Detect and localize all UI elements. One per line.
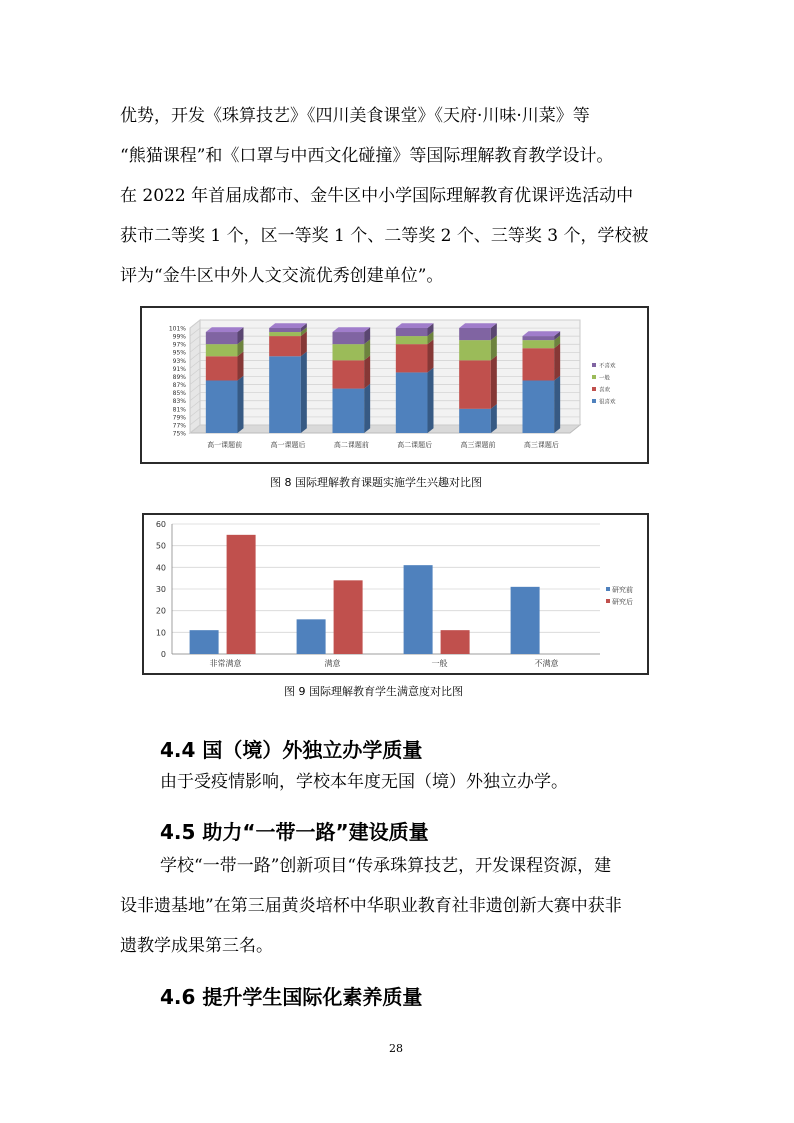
y-tick-label: 87% — [172, 382, 186, 390]
bar-segment — [396, 368, 434, 433]
page-number: 28 — [389, 1042, 403, 1055]
legend-item — [606, 597, 633, 606]
svg-text:研究后: 研究后 — [612, 598, 633, 606]
bar-segment — [523, 331, 561, 340]
section-4-6-heading: 4.6 提升学生国际化素养质量 — [160, 985, 423, 1009]
y-tick-label: 97% — [172, 341, 186, 349]
bar-segment — [269, 351, 307, 433]
paragraph-line: 遗教学成果第三名。 — [120, 936, 273, 956]
x-tick-label: 高一课题后 — [270, 441, 306, 449]
bar — [227, 535, 256, 654]
bar — [511, 587, 540, 654]
bar-segment — [333, 327, 371, 344]
section-4-5-heading: 4.5 助力“一带一路”建设质量 — [160, 820, 429, 844]
bar-segment — [206, 376, 244, 433]
paragraph-line: 由于受疫情影响，学校本年度无国（境）外独立办学。 — [160, 772, 568, 792]
bar-segment — [523, 343, 561, 380]
paragraph-line: 优势，开发《珠算技艺》《四川美食课堂》《天府·川味·川菜》等 — [120, 106, 590, 126]
legend-item — [606, 585, 633, 594]
bar — [190, 630, 219, 654]
y-tick-label: 101% — [168, 325, 186, 333]
y-tick-label: 99% — [172, 333, 186, 341]
figure-9-chart — [142, 513, 649, 675]
paragraph-line: 学校“一带一路”创新项目“传承珠算技艺，开发课程资源，建 — [160, 856, 612, 876]
y-tick-label: 89% — [172, 373, 186, 381]
grouped-bar-chart — [144, 515, 647, 673]
svg-text:不喜欢: 不喜欢 — [599, 363, 616, 370]
x-tick-label: 高三课题前 — [460, 441, 496, 449]
y-tick-label: 40 — [155, 563, 166, 573]
paragraph-line: 获市二等奖 1 个，区一等奖 1 个、二等奖 2 个、三等奖 3 个，学校被 — [120, 226, 649, 246]
y-tick-label: 91% — [172, 365, 186, 373]
paragraph-line: 在 2022 年首届成都市、金牛区中小学国际理解教育优课评选活动中 — [120, 186, 634, 206]
paragraph-line: 评为“金牛区中外人文交流优秀创建单位”。 — [120, 266, 444, 286]
x-tick-label: 高三课题后 — [523, 441, 559, 449]
y-tick-label: 0 — [160, 650, 166, 659]
chart-floor — [190, 425, 580, 433]
figure-8-chart — [140, 306, 649, 464]
y-tick-label: 95% — [172, 349, 186, 357]
y-tick-label: 81% — [172, 406, 186, 414]
figure-9-caption: 图 9 国际理解教育学生满意度对比图 — [284, 685, 463, 698]
y-tick-label: 85% — [172, 390, 186, 398]
legend-item — [592, 398, 616, 406]
bar — [334, 580, 363, 654]
svg-text:一般: 一般 — [599, 375, 611, 382]
legend-item — [592, 386, 611, 394]
y-tick-label: 75% — [172, 430, 186, 438]
bar — [297, 619, 326, 654]
bar — [404, 565, 433, 654]
bar-segment — [523, 376, 561, 433]
x-tick-label: 高一课题前 — [207, 441, 243, 449]
paragraph-line: 设非遗基地”在第三届黄炎培杯中华职业教育社非遗创新大赛中获非 — [120, 896, 622, 916]
svg-text:很喜欢: 很喜欢 — [599, 399, 616, 406]
paragraph-line: “熊猫课程”和《口罩与中西文化碰撞》等国际理解教育教学设计。 — [120, 146, 614, 166]
x-tick-label: 高二课题后 — [397, 441, 433, 449]
y-tick-label: 79% — [172, 414, 186, 422]
y-tick-label: 77% — [172, 422, 186, 430]
bar-segment — [396, 323, 434, 336]
y-tick-label: 83% — [172, 398, 186, 406]
x-tick-label: 非常满意 — [209, 659, 242, 668]
x-tick-label: 高二课题前 — [333, 441, 369, 449]
x-tick-label: 满意 — [324, 659, 341, 668]
bar-segment — [269, 323, 307, 332]
bar-segment — [459, 323, 497, 340]
bar-segment — [333, 384, 371, 433]
bar-segment — [459, 356, 497, 409]
bar-segment — [396, 339, 434, 372]
x-tick-label: 不满意 — [534, 659, 559, 668]
y-tick-label: 20 — [155, 606, 166, 616]
legend-item — [592, 362, 616, 370]
x-tick-label: 一般 — [431, 659, 448, 668]
stacked-bar-chart — [142, 308, 647, 462]
svg-text:研究前: 研究前 — [612, 586, 633, 594]
y-tick-label: 10 — [155, 628, 166, 638]
y-tick-label: 50 — [155, 541, 166, 551]
bar — [441, 630, 470, 654]
y-tick-label: 93% — [172, 357, 186, 365]
figure-8-caption: 图 8 国际理解教育课题实施学生兴趣对比图 — [270, 476, 482, 489]
svg-text:喜欢: 喜欢 — [599, 387, 611, 394]
bar-segment — [206, 327, 244, 344]
y-tick-label: 30 — [155, 585, 166, 594]
bar-segment — [333, 356, 371, 389]
legend-item — [592, 374, 611, 382]
section-4-4-heading: 4.4 国（境）外独立办学质量 — [160, 738, 423, 762]
y-tick-label: 60 — [155, 520, 166, 529]
